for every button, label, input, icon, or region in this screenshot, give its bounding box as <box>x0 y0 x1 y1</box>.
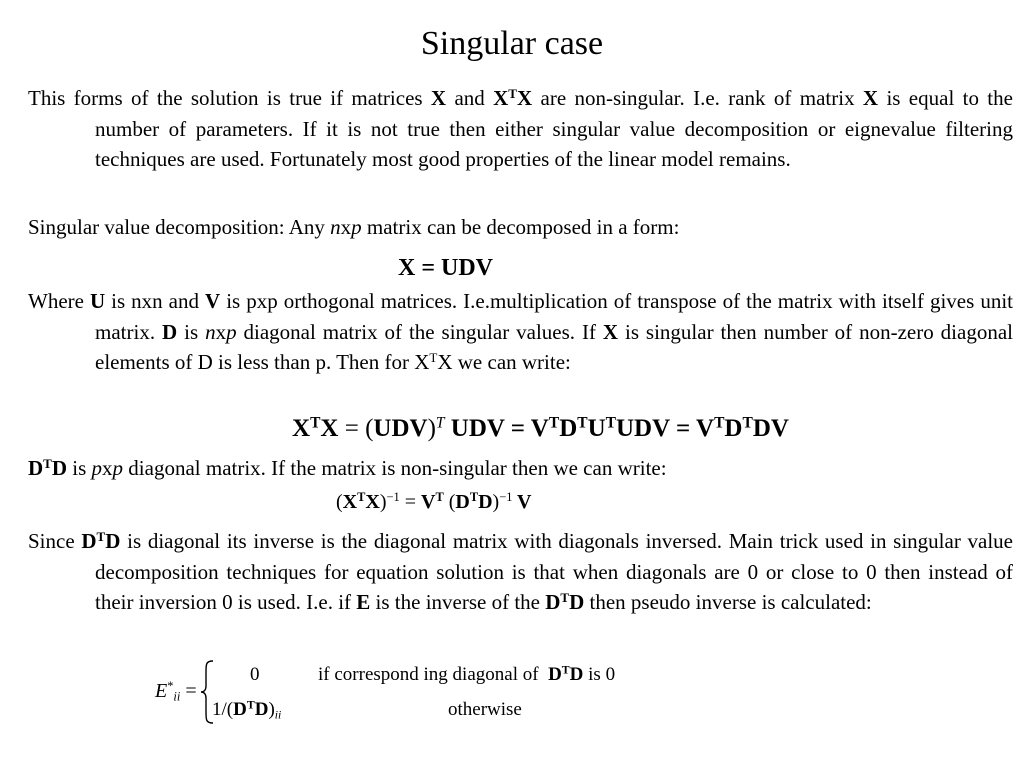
matrix-dtd: $D^TD$ <box>545 589 585 614</box>
slide-title: Singular case <box>420 25 604 62</box>
equation-pseudo-inverse-lhs: $E^*_{ii}$ = <box>155 679 197 704</box>
matrix-x: X <box>602 319 619 344</box>
matrix-xt: $X^TX$ <box>493 85 533 110</box>
var-n: n <box>330 215 341 239</box>
matrix-u: U <box>89 289 106 313</box>
equation-svd: X = UDV <box>398 255 494 281</box>
paragraph-svd <box>28 212 1013 243</box>
text: This forms of the solution is true if matrices <box>28 86 431 110</box>
matrix-dtd: $D^TD$ <box>28 455 68 480</box>
case-1-condition: if correspond ing diagonal of $D^TD$ is 0 <box>318 663 616 685</box>
case-2-condition: otherwise <box>448 699 522 720</box>
matrix-d: D <box>162 319 178 344</box>
paragraph-nonsingular <box>28 83 1013 175</box>
text: x <box>340 215 352 239</box>
case-2-value: $1/(D^TD)_{ii}$ <box>212 698 282 722</box>
matrix-v: V <box>205 289 221 313</box>
paragraph-dtd: $D^TD$ is pxp diagonal matrix. If the matrix is non-singular then we can write: <box>28 455 667 480</box>
text: and <box>446 86 494 110</box>
matrix-x: X <box>862 86 879 110</box>
paragraph-where: Where U is nxn and V is pxp orthogonal matrices. I.e.multiplication of transpose of the matrix with itself gives unit matrix. D is nxp diagonal matrix of the singular values. If X is singular then number of non-zero diagonal elements of D is less than p. Then for $X^TX$ we can write: <box>28 289 1013 374</box>
matrix-e: E <box>356 590 371 614</box>
case-1-value: 0 <box>250 664 260 685</box>
text: are non-singular. I.e. rank of matrix <box>532 86 863 110</box>
equation-inverse: $(X^TX)^{-1} = V^T$ $(D^TD)^{-1}$ V <box>336 490 532 513</box>
equation-xtx: $X^TX = (UDV)^T$ UDV = $V^TD^TU^TUDV = V^TD^TDV$ <box>292 414 789 442</box>
matrix-x: X <box>430 86 447 110</box>
paragraph-since: Since $D^TD$ is diagonal its inverse is the diagonal matrix with diagonals inversed. Main trick used in singular value decomposition techniques for equation solution is that when diagonals are 0 or close to 0 then instead of their inversion 0 is used. I.e. if E is the inverse of the $D^TD$ then pseudo inverse is calculated: <box>28 528 1014 614</box>
text: matrix can be decomposed in a form: <box>361 215 680 239</box>
text: Singular value decomposition: Any <box>28 215 331 239</box>
matrix-dtd: $D^TD$ <box>81 528 121 553</box>
var-p: p <box>351 215 362 239</box>
text: is equal to the number of parameters. If it is not true then either singular value decomposition or eignevalue filtering techniques are used. Fortunately most good properties of the linear model remains. <box>95 86 1013 171</box>
